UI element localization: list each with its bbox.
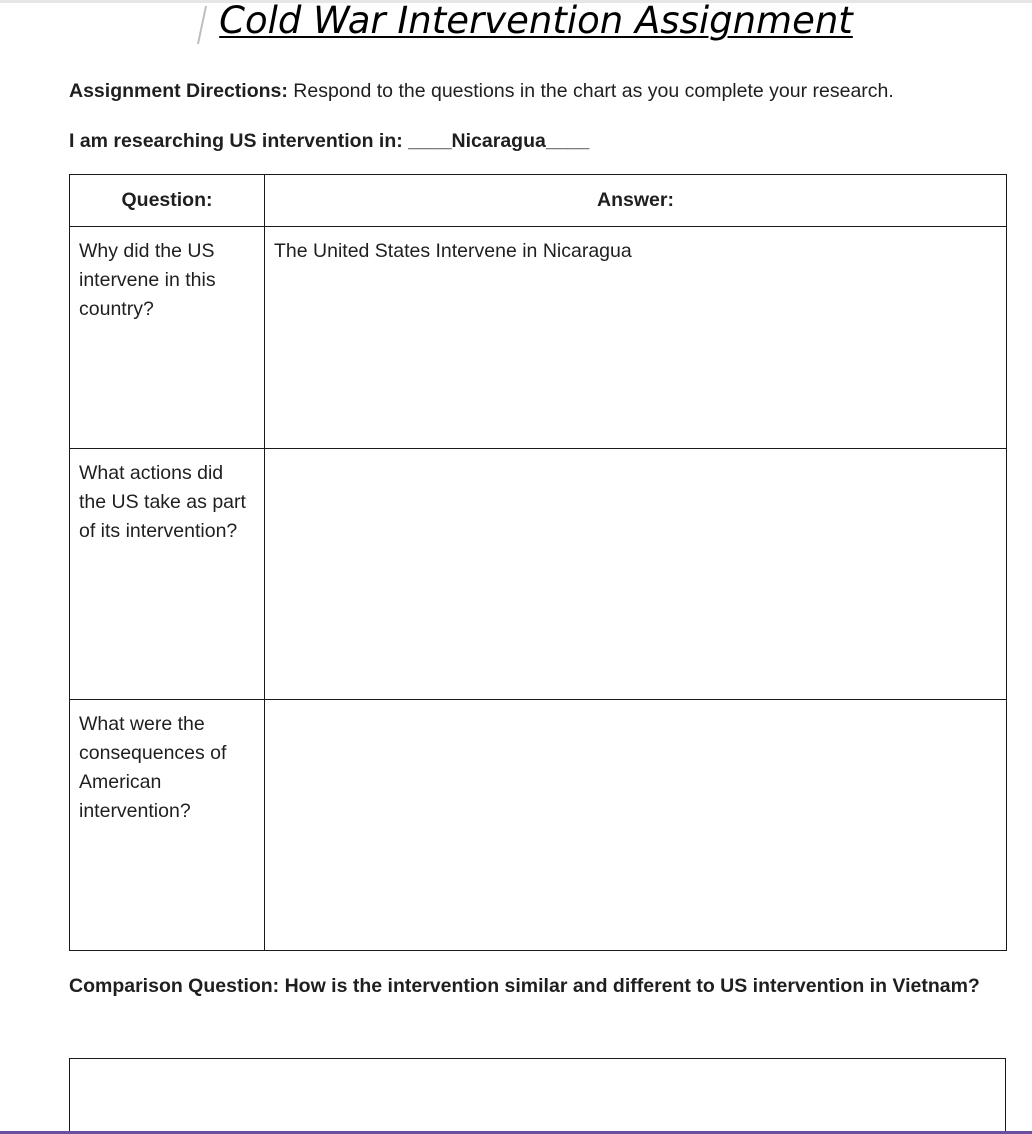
table-header-row <box>70 175 1007 227</box>
answer-column-header: Answer: <box>265 175 1007 227</box>
table-row <box>70 227 1007 449</box>
question-cell: What were the consequences of American intervention? <box>70 700 265 951</box>
assignment-directions <box>69 78 894 104</box>
answer-cell[interactable] <box>265 449 1007 700</box>
table-row <box>70 449 1007 700</box>
question-column-header: Question: <box>70 175 265 227</box>
answer-cell[interactable] <box>265 700 1007 951</box>
research-chart <box>69 174 1007 951</box>
directions-label: Assignment Directions: <box>69 80 288 102</box>
document-title: Cold War Intervention Assignment <box>219 0 853 42</box>
directions-text: Respond to the questions in the chart as you complete your research. <box>287 80 894 102</box>
research-prompt: I am researching US intervention in: <box>69 130 409 152</box>
answer-cell[interactable]: The United States Intervene in Nicaragua <box>265 227 1007 449</box>
research-country-field[interactable]: ____Nicaragua____ <box>408 130 590 152</box>
comparison-question: Comparison Question: How is the intervention similar and different to US intervention in Vietnam? <box>69 975 980 997</box>
comparison-answer-box[interactable] <box>69 1058 1006 1134</box>
research-topic-line <box>69 128 589 154</box>
question-cell: What actions did the US take as part of its intervention? <box>70 449 265 700</box>
question-cell: Why did the US intervene in this country? <box>70 227 265 449</box>
table-row <box>70 700 1007 951</box>
